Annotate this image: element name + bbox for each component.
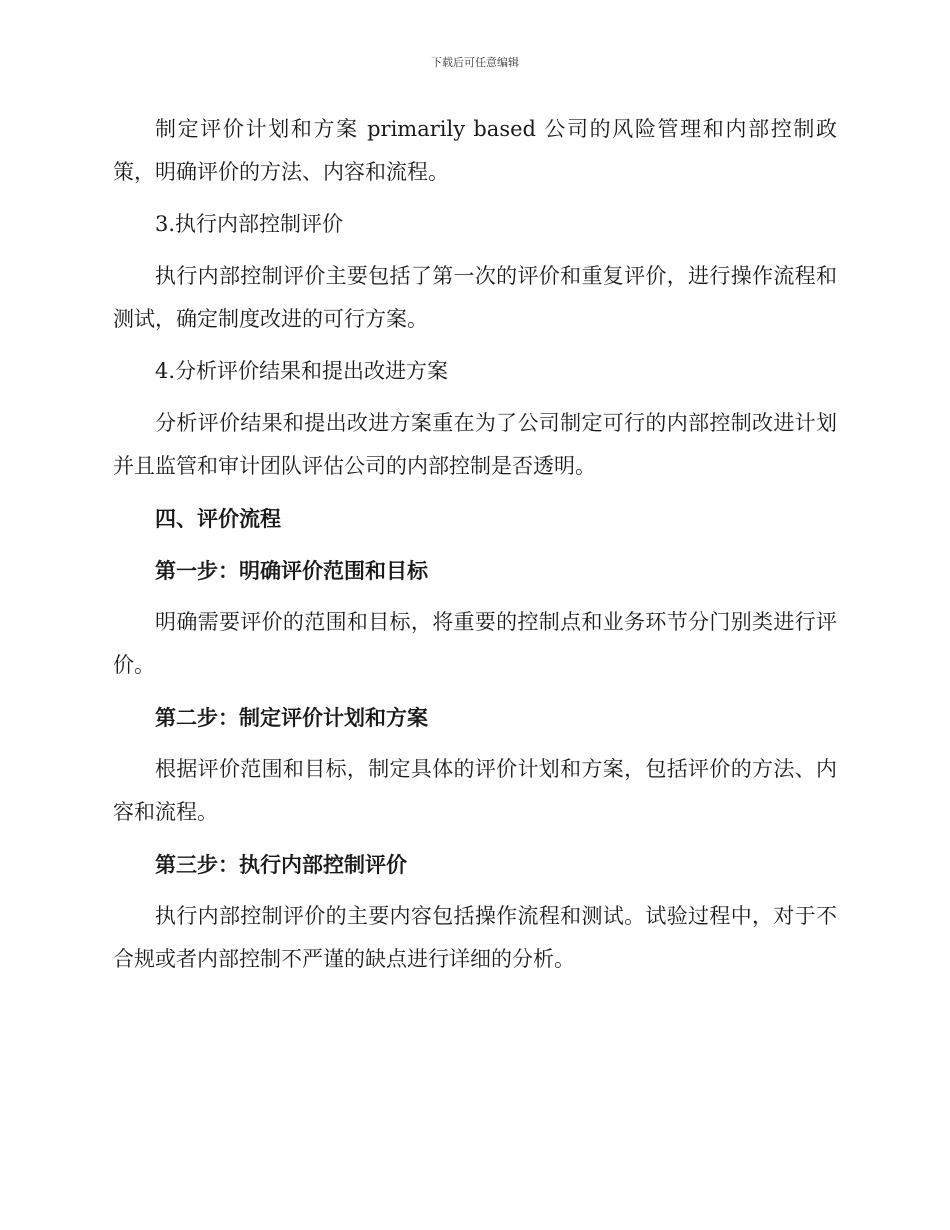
section-heading-execute: 3.执行内部控制评价 — [155, 212, 344, 236]
step-heading-3: 第三步：执行内部控制评价 — [155, 852, 407, 877]
paragraph-analyze: 分析评价结果和提出改进方案重在为了公司制定可行的内部控制改进计划并且监管和审计团队评估公司的内部控制是否透明。 — [113, 411, 837, 478]
paragraph-step-1: 明确需要评价的范围和目标，将重要的控制点和业务环节分门别类进行评价。 — [113, 610, 837, 677]
paragraph-step-2: 根据评价范围和目标，制定具体的评价计划和方案，包括评价的方法、内容和流程。 — [113, 757, 837, 824]
step-heading-1: 第一步：明确评价范围和目标 — [155, 558, 428, 583]
paragraph-execute: 执行内部控制评价主要包括了第一次的评价和重复评价，进行操作流程和测试，确定制度改进的可行方案。 — [113, 264, 837, 331]
paragraph-step-3: 执行内部控制评价的主要内容包括操作流程和测试。试验过程中，对于不合规或者内部控制不严谨的缺点进行详细的分析。 — [113, 904, 837, 971]
page-header: 下载后可任意编辑 — [431, 56, 519, 69]
document-body — [113, 108, 837, 990]
paragraph-plan-method: 制定评价计划和方案 primarily based 公司的风险管理和内部控制政策，明确评价的方法、内容和流程。 — [113, 117, 837, 184]
step-heading-2: 第二步：制定评价计划和方案 — [155, 705, 428, 730]
section-heading-analyze: 4.分析评价结果和提出改进方案 — [155, 359, 449, 383]
chapter-heading-process: 四、评价流程 — [155, 506, 281, 531]
